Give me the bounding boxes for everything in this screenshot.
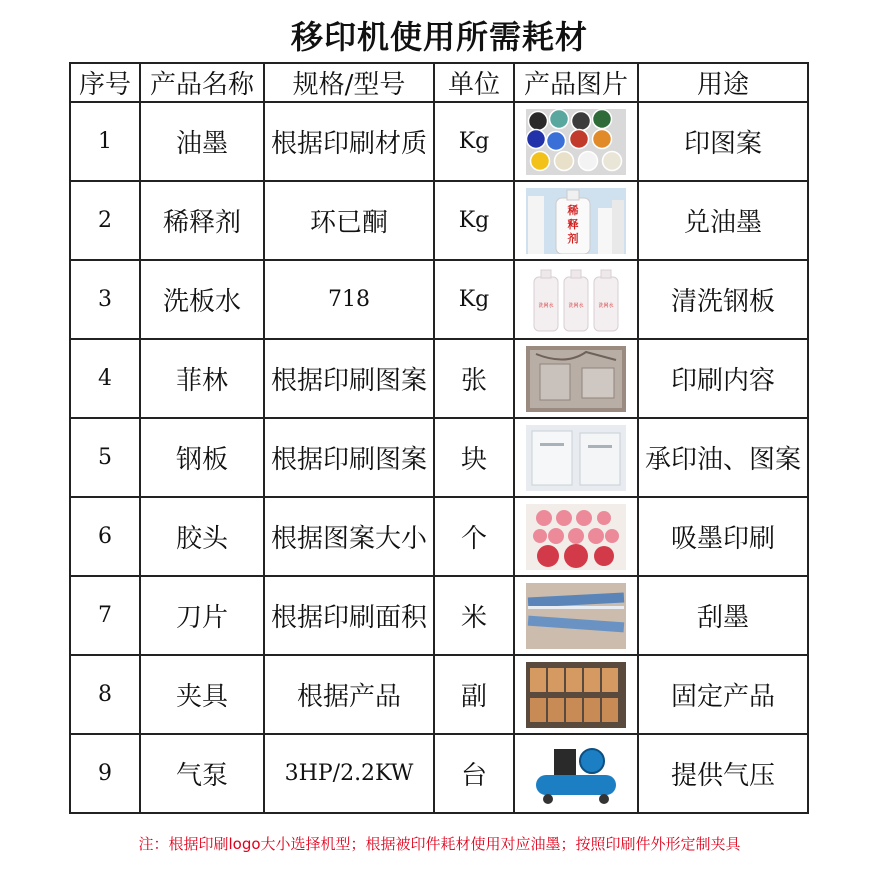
- cell-unit: 块: [434, 418, 514, 497]
- cell-name: 胶头: [140, 497, 264, 576]
- steel-plates-image: [526, 425, 626, 491]
- cell-image: [514, 576, 638, 655]
- cell-image: [514, 260, 638, 339]
- cell-no: 7: [70, 576, 140, 655]
- table-row: [70, 734, 808, 813]
- svg-text:洗网水: 洗网水: [538, 302, 554, 309]
- wooden-fixtures-image: [526, 662, 626, 728]
- table-row: [70, 418, 808, 497]
- cell-image: [514, 339, 638, 418]
- cell-image: [514, 102, 638, 181]
- cleaner-bottles-image: [526, 267, 626, 333]
- cell-image: [514, 655, 638, 734]
- cell-spec: 根据图案大小: [264, 497, 434, 576]
- cell-name: 稀释剂: [140, 181, 264, 260]
- header-name: 产品名称: [140, 63, 264, 102]
- cell-unit: Kg: [434, 260, 514, 339]
- footer-note: 注：根据印刷logo大小选择机型；根据被印件耗材使用对应油墨；按照印刷件外形定制夹具: [138, 835, 741, 853]
- cell-spec: 环已酮: [264, 181, 434, 260]
- cell-no: 4: [70, 339, 140, 418]
- cell-name: 气泵: [140, 734, 264, 813]
- cell-image: [514, 734, 638, 813]
- silicone-pads-image: [526, 504, 626, 570]
- cell-unit: 个: [434, 497, 514, 576]
- cell-spec: 3HP/2.2KW: [264, 734, 434, 813]
- header-no: 序号: [70, 63, 140, 102]
- cell-use: 清洗钢板: [638, 260, 808, 339]
- cell-spec: 根据印刷面积: [264, 576, 434, 655]
- svg-text:释: 释: [567, 217, 579, 231]
- cell-name: 钢板: [140, 418, 264, 497]
- svg-text:洗网水: 洗网水: [568, 302, 584, 309]
- doctor-blades-image: [526, 583, 626, 649]
- cell-unit: Kg: [434, 181, 514, 260]
- ink-jars-image: [526, 109, 626, 175]
- table-row: [70, 497, 808, 576]
- cell-spec: 根据印刷材质: [264, 102, 434, 181]
- cell-name: 菲林: [140, 339, 264, 418]
- cell-use: 承印油、图案: [638, 418, 808, 497]
- cell-no: 3: [70, 260, 140, 339]
- header-spec: 规格/型号: [264, 63, 434, 102]
- table-row: [70, 655, 808, 734]
- cell-no: 9: [70, 734, 140, 813]
- svg-text:稀: 稀: [567, 203, 579, 217]
- cell-spec: 根据印刷图案: [264, 418, 434, 497]
- cell-name: 刀片: [140, 576, 264, 655]
- cell-no: 8: [70, 655, 140, 734]
- consumables-table: [69, 62, 809, 814]
- cell-use: 兑油墨: [638, 181, 808, 260]
- cell-no: 6: [70, 497, 140, 576]
- cell-spec: 根据产品: [264, 655, 434, 734]
- table-row: [70, 576, 808, 655]
- header-use: 用途: [638, 63, 808, 102]
- cell-no: 5: [70, 418, 140, 497]
- cell-unit: 副: [434, 655, 514, 734]
- cell-use: 印刷内容: [638, 339, 808, 418]
- table-row: [70, 260, 808, 339]
- cell-no: 2: [70, 181, 140, 260]
- cell-unit: 张: [434, 339, 514, 418]
- page-title: 移印机使用所需耗材: [290, 18, 588, 56]
- film-sheets-image: [526, 346, 626, 412]
- svg-text:剂: 剂: [567, 231, 579, 245]
- table-row: [70, 181, 808, 260]
- cell-name: 洗板水: [140, 260, 264, 339]
- table-row: [70, 339, 808, 418]
- cell-spec: 根据印刷图案: [264, 339, 434, 418]
- cell-unit: 米: [434, 576, 514, 655]
- cell-image: [514, 497, 638, 576]
- thinner-bottle-image: [526, 188, 626, 254]
- cell-name: 夹具: [140, 655, 264, 734]
- cell-no: 1: [70, 102, 140, 181]
- cell-use: 提供气压: [638, 734, 808, 813]
- cell-name: 油墨: [140, 102, 264, 181]
- cell-image: [514, 181, 638, 260]
- cell-use: 固定产品: [638, 655, 808, 734]
- cell-spec: 718: [264, 260, 434, 339]
- cell-unit: 台: [434, 734, 514, 813]
- air-compressor-image: [526, 741, 626, 807]
- table-row: [70, 102, 808, 181]
- header-image: 产品图片: [514, 63, 638, 102]
- cell-unit: Kg: [434, 102, 514, 181]
- cell-use: 吸墨印刷: [638, 497, 808, 576]
- svg-text:洗网水: 洗网水: [598, 302, 614, 309]
- table-header-row: [70, 63, 808, 102]
- cell-use: 刮墨: [638, 576, 808, 655]
- cell-use: 印图案: [638, 102, 808, 181]
- header-unit: 单位: [434, 63, 514, 102]
- cell-image: [514, 418, 638, 497]
